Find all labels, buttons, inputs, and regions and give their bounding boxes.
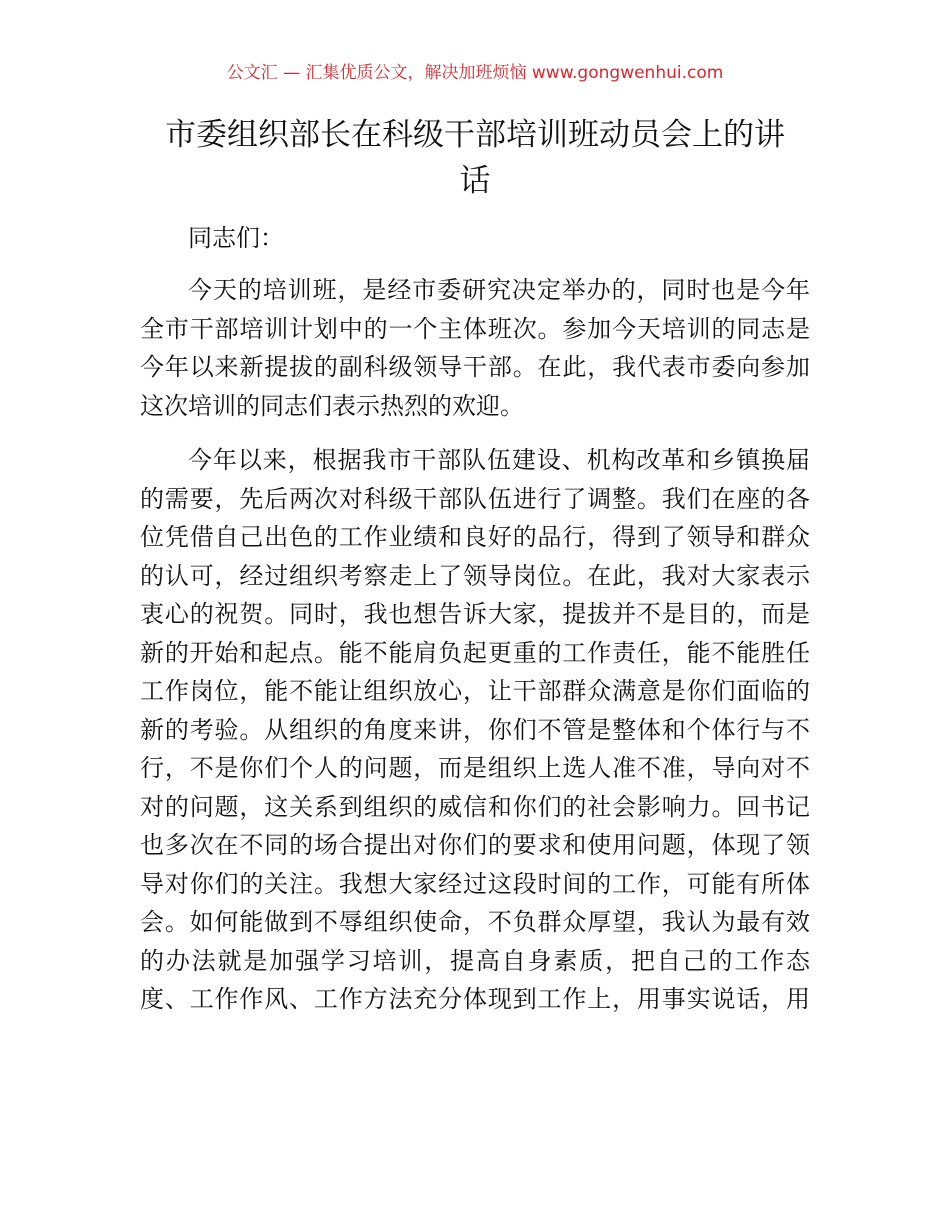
watermark-header: 公文汇 — 汇集优质公文，解决加班烦恼 www.gongwenhui.com bbox=[226, 63, 724, 83]
text-line: 的认可，经过组织考察走上了领导岗位。在此，我对大家表示 bbox=[140, 561, 810, 590]
title-line: 话 bbox=[459, 163, 491, 199]
text-line: 也多次在不同的场合提出对你们的要求和使用问题，体现了领 bbox=[140, 831, 810, 859]
text-line: 的需要，先后两次对科级干部队伍进行了调整。我们在座的各 bbox=[140, 484, 810, 513]
document-title bbox=[140, 112, 810, 204]
text-line: 会。如何能做到不辱组织使命，不负群众厚望，我认为最有效 bbox=[140, 908, 810, 936]
text-line: 这次培训的同志们表示热烈的欢迎。 bbox=[140, 391, 524, 420]
text-line: 的办法就是加强学习培训，提高自身素质，把自己的工作态 bbox=[140, 946, 810, 975]
text-line: 全市干部培训计划中的一个主体班次。参加今天培训的同志是 bbox=[140, 314, 810, 343]
text-line: 对的问题，这关系到组织的威信和你们的社会影响力。回书记 bbox=[140, 792, 810, 821]
text-line: 位凭借自己出色的工作业绩和良好的品行，得到了领导和群众 bbox=[140, 523, 810, 551]
paragraph-2 bbox=[140, 441, 810, 1019]
text-line: 今年以来，根据我市干部队伍建设、机构改革和乡镇换届 bbox=[188, 446, 810, 474]
salutation: 同志们： bbox=[188, 224, 284, 252]
title-line: 市委组织部长在科级干部培训班动员会上的讲 bbox=[165, 117, 785, 153]
text-line: 衷心的祝贺。同时，我也想告诉大家，提拔并不是目的，而是 bbox=[140, 600, 810, 628]
text-line: 度、工作作风、工作方法充分体现到工作上，用事实说话，用 bbox=[140, 985, 810, 1013]
paragraph-1 bbox=[140, 271, 810, 425]
text-line: 工作岗位，能不能让组织放心，让干部群众满意是你们面临的 bbox=[140, 677, 810, 705]
text-line: 行，不是你们个人的问题，而是组织上选人准不准，导向对不 bbox=[140, 754, 810, 782]
text-line: 今年以来新提拔的副科级领导干部。在此，我代表市委向参加 bbox=[140, 353, 810, 381]
text-line: 导对你们的关注。我想大家经过这段时间的工作，可能有所体 bbox=[140, 869, 810, 898]
text-line: 今天的培训班，是经市委研究决定举办的，同时也是今年 bbox=[188, 276, 810, 304]
text-line: 新的考验。从组织的角度来讲，你们不管是整体和个体行与不 bbox=[140, 715, 810, 744]
text-line: 新的开始和起点。能不能肩负起更重的工作责任，能不能胜任 bbox=[140, 638, 810, 667]
